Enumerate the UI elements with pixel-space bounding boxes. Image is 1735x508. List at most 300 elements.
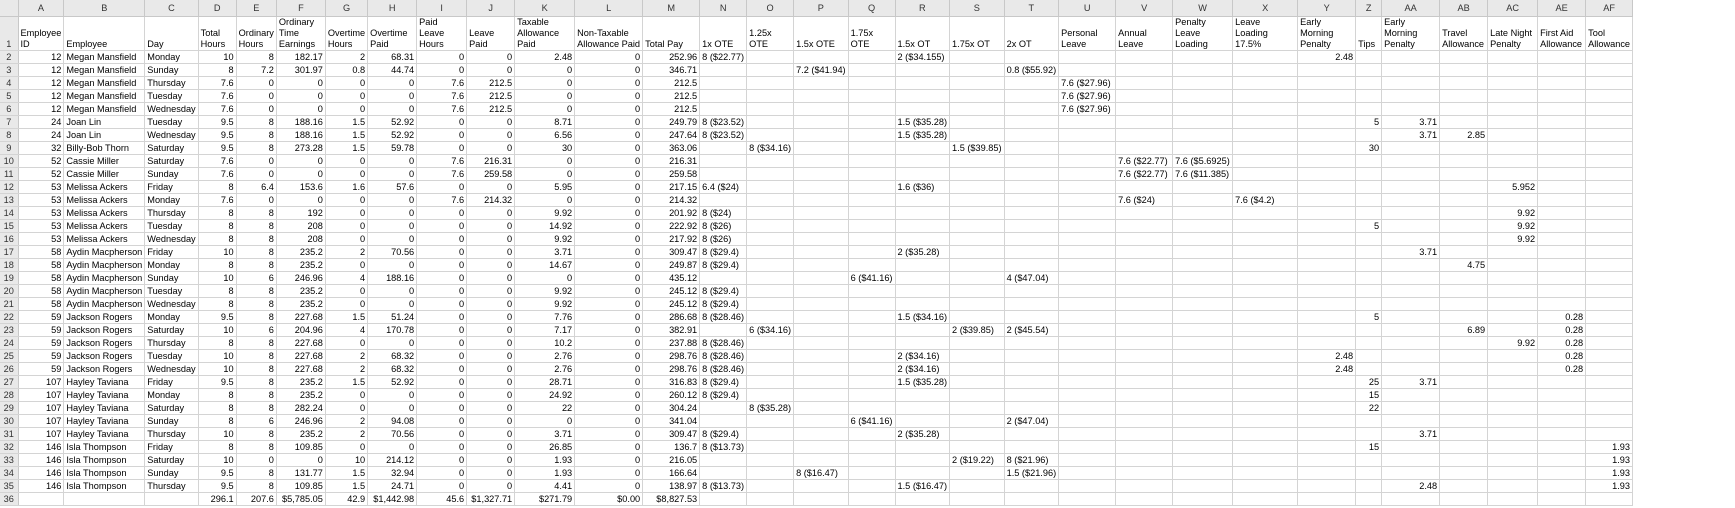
cell[interactable]: 8.71 [515,116,575,129]
cell[interactable]: 7.6 [417,77,467,90]
cell[interactable] [1586,220,1633,233]
cell[interactable] [794,441,849,454]
cell[interactable] [1440,272,1488,285]
cell[interactable] [794,220,849,233]
cell[interactable]: 212.5 [467,103,515,116]
cell[interactable]: 8 [236,220,276,233]
cell[interactable] [1488,103,1538,116]
cell[interactable]: 0 [575,480,643,493]
cell[interactable]: 12 [18,103,64,116]
cell[interactable] [1586,103,1633,116]
header-cell[interactable]: Late Night Penalty [1488,17,1538,51]
cell[interactable] [1059,51,1116,64]
cell[interactable] [1356,454,1382,467]
cell[interactable] [1173,402,1233,415]
cell[interactable]: 53 [18,207,64,220]
header-cell[interactable]: Employee ID [18,17,64,51]
cell[interactable] [700,155,747,168]
cell[interactable]: 7.6 [417,155,467,168]
cell[interactable] [1382,220,1440,233]
cell[interactable]: 0 [325,441,367,454]
cell[interactable] [1116,272,1173,285]
cell[interactable]: 7.6 [198,194,236,207]
cell[interactable]: 8 ($29.4) [700,285,747,298]
cell[interactable] [1356,233,1382,246]
cell[interactable] [1298,155,1356,168]
cell[interactable]: 2 ($35.28) [895,428,950,441]
cell[interactable]: 68.31 [368,51,417,64]
cell[interactable]: 30 [515,142,575,155]
cell[interactable] [1173,350,1233,363]
cell[interactable] [1440,103,1488,116]
cell[interactable]: 0 [467,480,515,493]
cell[interactable]: 6 [236,324,276,337]
column-header-u[interactable]: U [1059,0,1116,17]
cell[interactable]: 216.31 [467,155,515,168]
cell[interactable]: 58 [18,272,64,285]
cell[interactable]: 0 [368,168,417,181]
cell[interactable]: 341.04 [643,415,700,428]
cell[interactable]: 0 [575,402,643,415]
cell[interactable]: 9.5 [198,311,236,324]
cell[interactable]: 8 ($29.4) [700,428,747,441]
column-header-d[interactable]: D [198,0,236,17]
cell[interactable]: Sunday [145,64,198,77]
row-number[interactable]: 9 [0,142,18,155]
cell[interactable]: 9.5 [198,142,236,155]
cell[interactable] [1173,207,1233,220]
cell[interactable] [794,402,849,415]
cell[interactable] [794,194,849,207]
cell[interactable]: 9.92 [515,285,575,298]
cell[interactable] [950,415,1005,428]
cell[interactable] [1382,64,1440,77]
cell[interactable]: 0 [467,467,515,480]
cell[interactable]: 9.92 [1488,337,1538,350]
cell[interactable] [700,272,747,285]
cell[interactable] [1233,441,1298,454]
cell[interactable] [895,194,950,207]
cell[interactable] [1004,389,1059,402]
cell[interactable]: 6.4 ($24) [700,181,747,194]
total-cell[interactable] [1004,493,1059,506]
cell[interactable]: 0 [575,142,643,155]
cell[interactable] [1538,129,1586,142]
cell[interactable] [747,194,794,207]
cell[interactable] [1538,467,1586,480]
cell[interactable]: 0 [575,116,643,129]
cell[interactable] [747,116,794,129]
cell[interactable]: 216.31 [643,155,700,168]
row-number[interactable]: 19 [0,272,18,285]
cell[interactable] [950,90,1005,103]
header-cell[interactable]: First Aid Allowance [1538,17,1586,51]
cell[interactable]: 5 [1356,220,1382,233]
header-cell[interactable]: Penalty Leave Loading [1173,17,1233,51]
cell[interactable] [1356,467,1382,480]
cell[interactable] [1440,298,1488,311]
cell[interactable] [1538,298,1586,311]
cell[interactable]: Friday [145,441,198,454]
total-cell[interactable] [1586,493,1633,506]
cell[interactable]: 10 [198,272,236,285]
cell[interactable]: 0 [276,155,325,168]
cell[interactable] [1440,285,1488,298]
cell[interactable] [1538,220,1586,233]
cell[interactable] [1116,467,1173,480]
cell[interactable]: 0 [515,272,575,285]
cell[interactable] [895,324,950,337]
cell[interactable] [1586,415,1633,428]
cell[interactable]: 8 [236,142,276,155]
cell[interactable]: 0 [417,285,467,298]
row-number[interactable]: 2 [0,51,18,64]
cell[interactable] [848,467,895,480]
row-number[interactable]: 10 [0,155,18,168]
cell[interactable]: 5.952 [1488,181,1538,194]
cell[interactable]: Jackson Rogers [64,324,145,337]
cell[interactable]: 1.5 ($39.85) [950,142,1005,155]
cell[interactable]: 153.6 [276,181,325,194]
cell[interactable]: Wednesday [145,103,198,116]
cell[interactable] [1538,64,1586,77]
header-cell[interactable]: Employee [64,17,145,51]
header-cell[interactable]: Overtime Paid [368,17,417,51]
cell[interactable] [1440,64,1488,77]
cell[interactable] [1298,103,1356,116]
cell[interactable] [1059,181,1116,194]
cell[interactable]: 2.48 [515,51,575,64]
cell[interactable] [747,298,794,311]
cell[interactable] [1173,129,1233,142]
cell[interactable]: 298.76 [643,350,700,363]
cell[interactable]: Aydin Macpherson [64,272,145,285]
cell[interactable]: 0 [575,259,643,272]
cell[interactable] [1004,298,1059,311]
cell[interactable]: 1.5 [325,480,367,493]
cell[interactable]: Cassie Miller [64,168,145,181]
cell[interactable]: 0 [276,194,325,207]
cell[interactable] [895,168,950,181]
cell[interactable] [1440,168,1488,181]
cell[interactable]: 9.92 [515,233,575,246]
cell[interactable] [1298,220,1356,233]
cell[interactable] [1586,168,1633,181]
cell[interactable]: 0 [417,246,467,259]
cell[interactable] [700,77,747,90]
cell[interactable] [848,64,895,77]
row-number[interactable]: 21 [0,298,18,311]
cell[interactable] [1382,155,1440,168]
cell[interactable]: Aydin Macpherson [64,246,145,259]
cell[interactable]: 7.6 [198,103,236,116]
cell[interactable]: 8 [236,467,276,480]
cell[interactable]: 8 ($26) [700,233,747,246]
cell[interactable]: 8 [198,207,236,220]
cell[interactable]: 6 [236,415,276,428]
cell[interactable] [1173,142,1233,155]
cell[interactable] [1298,194,1356,207]
cell[interactable] [747,389,794,402]
cell[interactable] [1116,246,1173,259]
cell[interactable]: 214.12 [368,454,417,467]
cell[interactable]: Tuesday [145,220,198,233]
cell[interactable]: Friday [145,181,198,194]
cell[interactable] [1382,194,1440,207]
cell[interactable] [1586,246,1633,259]
cell[interactable] [1488,324,1538,337]
cell[interactable]: 212.5 [467,90,515,103]
cell[interactable] [794,259,849,272]
cell[interactable] [1538,428,1586,441]
cell[interactable]: 8 ($29.4) [700,389,747,402]
cell[interactable]: 2 ($34.16) [895,363,950,376]
cell[interactable]: 0 [236,103,276,116]
cell[interactable]: 309.47 [643,246,700,259]
cell[interactable]: 8 ($35.28) [747,402,794,415]
cell[interactable]: 1.6 ($36) [895,181,950,194]
cell[interactable] [794,51,849,64]
cell[interactable]: 2 [325,51,367,64]
cell[interactable]: Saturday [145,454,198,467]
cell[interactable]: 0 [467,415,515,428]
cell[interactable]: 7.6 [198,90,236,103]
cell[interactable] [1233,428,1298,441]
cell[interactable]: 0 [515,77,575,90]
column-header-c[interactable]: C [145,0,198,17]
cell[interactable] [1004,350,1059,363]
cell[interactable]: 8 [236,207,276,220]
cell[interactable]: 2.76 [515,363,575,376]
cell[interactable]: 0 [417,480,467,493]
cell[interactable] [1116,454,1173,467]
cell[interactable] [1116,363,1173,376]
cell[interactable]: 0 [368,233,417,246]
cell[interactable]: 0 [417,64,467,77]
cell[interactable] [1440,155,1488,168]
cell[interactable]: 0 [575,467,643,480]
cell[interactable]: Monday [145,51,198,64]
cell[interactable] [1059,324,1116,337]
cell[interactable] [1004,194,1059,207]
cell[interactable]: 0 [575,103,643,116]
cell[interactable]: 26.85 [515,441,575,454]
cell[interactable]: 0 [276,454,325,467]
cell[interactable] [848,207,895,220]
cell[interactable]: 10 [198,51,236,64]
cell[interactable] [747,272,794,285]
cell[interactable] [1233,259,1298,272]
cell[interactable] [950,220,1005,233]
cell[interactable] [1356,298,1382,311]
cell[interactable]: 107 [18,402,64,415]
cell[interactable] [747,363,794,376]
cell[interactable]: 8 [198,337,236,350]
cell[interactable] [1356,272,1382,285]
cell[interactable] [895,454,950,467]
total-cell[interactable]: 45.6 [417,493,467,506]
cell[interactable]: 0 [417,233,467,246]
cell[interactable] [1298,129,1356,142]
cell[interactable]: 8 [236,363,276,376]
cell[interactable] [1233,337,1298,350]
cell[interactable]: 9.5 [198,480,236,493]
cell[interactable]: 0 [575,168,643,181]
cell[interactable]: 7.6 ($4.2) [1233,194,1298,207]
cell[interactable] [950,116,1005,129]
cell[interactable]: 1.6 [325,181,367,194]
cell[interactable] [1116,90,1173,103]
cell[interactable] [1356,181,1382,194]
cell[interactable]: Jackson Rogers [64,363,145,376]
cell[interactable]: 0 [368,441,417,454]
cell[interactable]: 9.5 [198,376,236,389]
cell[interactable]: 109.85 [276,441,325,454]
column-header-e[interactable]: E [236,0,276,17]
cell[interactable] [848,155,895,168]
column-header-q[interactable]: Q [848,0,895,17]
cell[interactable] [950,207,1005,220]
cell[interactable]: Wednesday [145,233,198,246]
cell[interactable] [1382,168,1440,181]
cell[interactable] [1116,285,1173,298]
cell[interactable]: 8 [236,129,276,142]
cell[interactable]: 1.93 [1586,467,1633,480]
cell[interactable] [1059,441,1116,454]
cell[interactable]: 166.64 [643,467,700,480]
cell[interactable]: 0 [325,389,367,402]
cell[interactable] [1356,103,1382,116]
cell[interactable] [950,259,1005,272]
cell[interactable]: Wednesday [145,363,198,376]
cell[interactable]: 260.12 [643,389,700,402]
row-number[interactable]: 33 [0,454,18,467]
cell[interactable]: 1.5 [325,129,367,142]
cell[interactable]: 0 [467,324,515,337]
cell[interactable]: 0 [368,298,417,311]
cell[interactable] [950,389,1005,402]
cell[interactable]: 1.93 [515,467,575,480]
cell[interactable] [747,90,794,103]
cell[interactable]: 52.92 [368,376,417,389]
cell[interactable] [1004,337,1059,350]
cell[interactable]: Monday [145,259,198,272]
cell[interactable] [1233,415,1298,428]
header-cell[interactable]: Tool Allowance [1586,17,1633,51]
cell[interactable] [700,142,747,155]
cell[interactable]: 2.76 [515,350,575,363]
cell[interactable] [1586,376,1633,389]
cell[interactable]: 0.28 [1538,311,1586,324]
cell[interactable] [1488,298,1538,311]
cell[interactable]: 0 [325,207,367,220]
cell[interactable]: 9.5 [198,129,236,142]
cell[interactable] [1116,402,1173,415]
header-cell[interactable]: Taxable Allowance Paid [515,17,575,51]
cell[interactable] [1004,168,1059,181]
cell[interactable]: 8 ($28.46) [700,350,747,363]
cell[interactable]: 53 [18,194,64,207]
header-cell[interactable]: Total Hours [198,17,236,51]
cell[interactable]: 0 [575,272,643,285]
cell[interactable] [848,168,895,181]
cell[interactable]: Jackson Rogers [64,350,145,363]
cell[interactable]: 5 [1356,116,1382,129]
cell[interactable]: 0 [368,155,417,168]
cell[interactable]: 25 [1356,376,1382,389]
cell[interactable]: 6 ($34.16) [747,324,794,337]
cell[interactable] [1233,103,1298,116]
cell[interactable] [747,259,794,272]
cell[interactable]: 1.5 ($35.28) [895,376,950,389]
cell[interactable] [1440,311,1488,324]
cell[interactable]: 204.96 [276,324,325,337]
cell[interactable]: 0 [417,363,467,376]
row-number[interactable]: 6 [0,103,18,116]
cell[interactable] [1382,90,1440,103]
column-header-r[interactable]: R [895,0,950,17]
cell[interactable]: 2 ($39.85) [950,324,1005,337]
cell[interactable]: 6.4 [236,181,276,194]
cell[interactable] [1116,337,1173,350]
cell[interactable] [1440,363,1488,376]
cell[interactable]: Isla Thompson [64,480,145,493]
cell[interactable] [1538,181,1586,194]
cell[interactable]: 227.68 [276,363,325,376]
header-cell[interactable]: Total Pay [643,17,700,51]
cell[interactable]: 201.92 [643,207,700,220]
cell[interactable]: 0 [325,285,367,298]
cell[interactable] [1059,389,1116,402]
cell[interactable] [950,51,1005,64]
row-number[interactable]: 17 [0,246,18,259]
row-number[interactable]: 35 [0,480,18,493]
cell[interactable]: 2.48 [1382,480,1440,493]
column-header-j[interactable]: J [467,0,515,17]
cell[interactable] [1382,467,1440,480]
cell[interactable]: 2 [325,415,367,428]
cell[interactable]: 53 [18,220,64,233]
row-number[interactable]: 25 [0,350,18,363]
cell[interactable]: 58 [18,246,64,259]
total-cell[interactable] [1298,493,1356,506]
cell[interactable]: 273.28 [276,142,325,155]
cell[interactable]: 188.16 [276,116,325,129]
cell[interactable]: 24 [18,129,64,142]
cell[interactable] [848,337,895,350]
cell[interactable] [1116,142,1173,155]
cell[interactable] [1356,428,1382,441]
cell[interactable] [1059,129,1116,142]
cell[interactable]: 12 [18,64,64,77]
cell[interactable]: 1.5 ($16.47) [895,480,950,493]
cell[interactable] [1233,155,1298,168]
cell[interactable] [1233,350,1298,363]
cell[interactable]: 8 ($28.46) [700,363,747,376]
cell[interactable] [1298,77,1356,90]
cell[interactable] [848,428,895,441]
cell[interactable]: 259.58 [467,168,515,181]
cell[interactable]: 109.85 [276,480,325,493]
cell[interactable]: 0 [575,220,643,233]
cell[interactable]: 0 [575,389,643,402]
header-cell[interactable]: Paid Leave Hours [417,17,467,51]
cell[interactable] [794,337,849,350]
cell[interactable]: 1.5 ($35.28) [895,129,950,142]
cell[interactable] [1488,246,1538,259]
cell[interactable] [1233,142,1298,155]
cell[interactable]: 4 ($47.04) [1004,272,1059,285]
